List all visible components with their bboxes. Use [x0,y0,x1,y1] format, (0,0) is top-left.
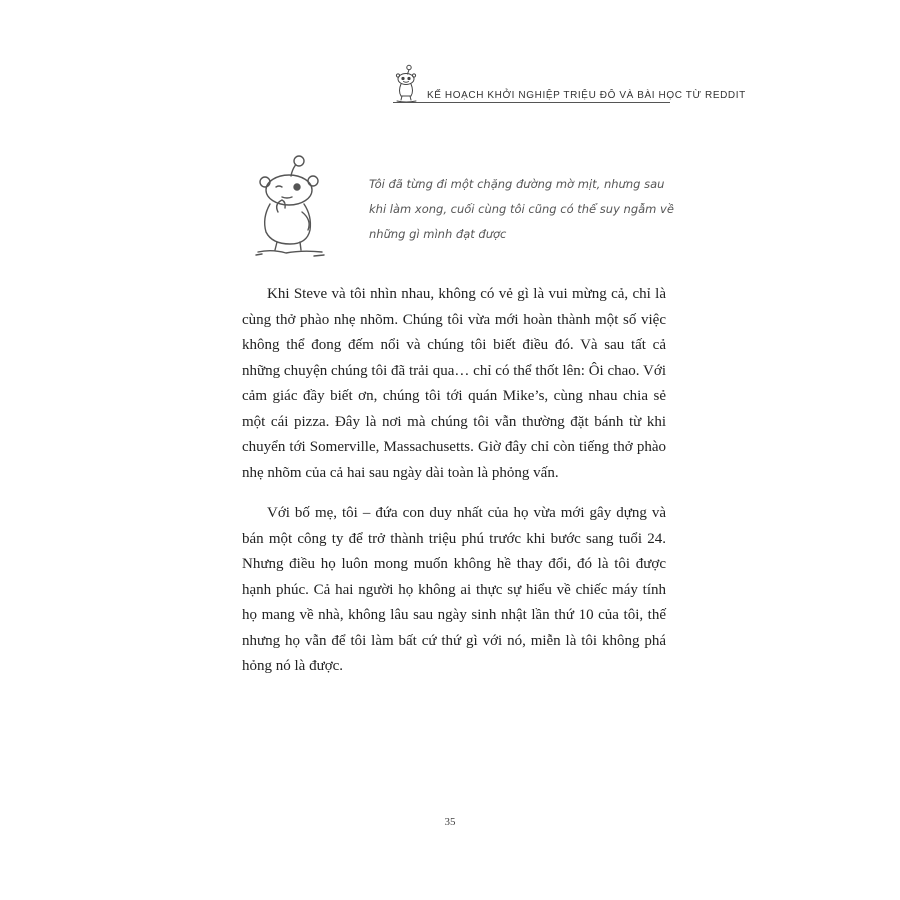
header-rule [393,102,670,103]
running-header-title: KẾ HOẠCH KHỞI NGHIỆP TRIỆU ĐÔ VÀ BÀI HỌC TỪ REDDIT [427,90,746,101]
page-number: 35 [444,816,456,828]
epigraph-quote [369,172,674,247]
paragraph-1: Khi Steve và tôi nhìn nhau, không có vẻ gì là vui mừng cả, chỉ là cùng thở phào nhẹ nhõm. Chúng tôi vừa mới hoàn thành một số việc không thể đong đếm nổi và chúng tôi biết điều đó. Và sau tất cả những chuyện chúng tôi đã trải qua… chỉ có thể thốt lên: Ôi chao. Với cảm giác đầy biết ơn, chúng tôi tới quán Mike’s, cùng nhau chia sẻ một cái pizza. Đây là nơi mà chúng tôi vẫn thường đặt bánh từ khi chuyển tới Somerville, Massachusetts. Giờ đây chỉ còn tiếng thở phào nhẹ nhõm của cả hai sau ngày dài toàn là phỏng vấn. [242,286,666,481]
epigraph-text: Tôi đã từng đi một chặng đường mờ mịt, nhưng sau khi làm xong, cuối cùng tôi cũng có thể suy ngẫm về những gì mình đạt được [369,177,674,241]
reddit-mascot-icon [393,64,421,104]
body-text [242,282,666,695]
thinking-mascot-illustration [252,152,330,260]
paragraph-2: Với bố mẹ, tôi – đứa con duy nhất của họ vừa mới gây dựng và bán một công ty để trở thành triệu phú trước khi bước sang tuổi 24. Nhưng điều họ luôn mong muốn không hề thay đổi, đó là tôi được hạnh phúc. Cả hai người họ không ai thực sự hiểu về chiếc máy tính họ mang về nhà, không lâu sau ngày sinh nhật lần thứ 10 của tôi, thế nhưng họ vẫn để tôi làm bất cứ thứ gì với nó, miễn là tôi không phá hỏng nó là được. [242,505,666,674]
running-header [393,64,746,104]
